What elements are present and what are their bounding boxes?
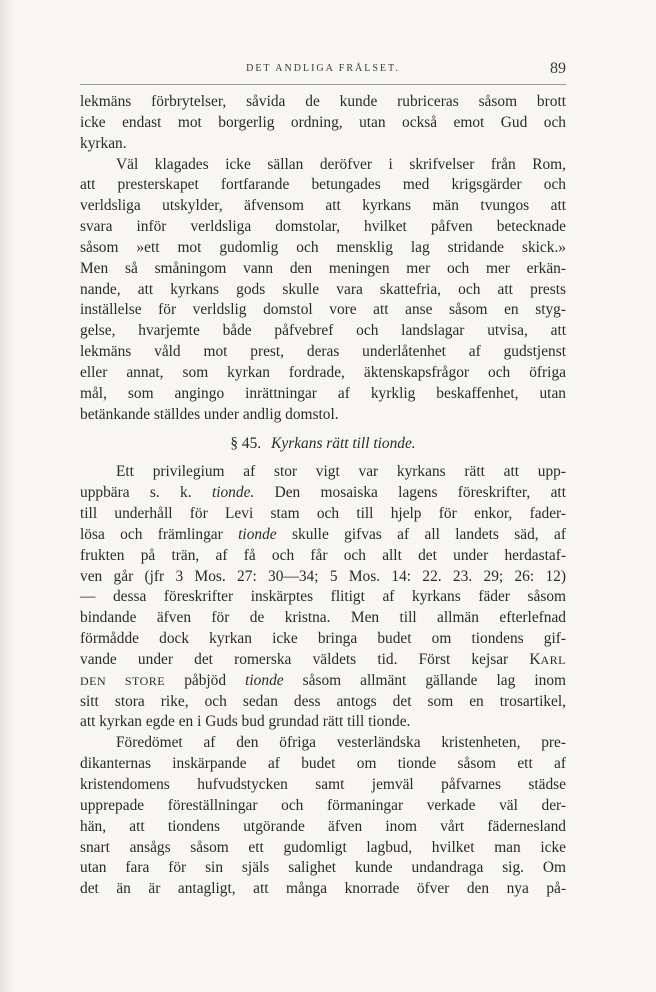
text-line: Väl klagades icke sällan deröfver i skrifvelser från Rom, <box>116 155 566 173</box>
text-line <box>80 650 566 671</box>
text-line: att presterskapet fortfarande betungades med krigsgärder och <box>80 176 566 194</box>
text-line: frukten på trän, af få och får och allt det under herdastaf- <box>80 546 566 564</box>
text-line: bindande äfven för de kristna. Men till allmän efterlefnad <box>80 609 566 627</box>
text-run: påbjöd <box>184 671 227 689</box>
text-line: Men så småningom vann den meningen mer och mer erkän- <box>80 259 566 277</box>
text-line: det än är antagligt, att många knorrade öfver den nya på- <box>80 880 566 898</box>
text-line <box>80 671 566 692</box>
header-rule <box>80 84 566 85</box>
text-line: mål, som angingo inrättningar af kyrklig beskaffenhet, utan <box>80 384 566 402</box>
text-line: Föredömet af den öfriga vesterländska kristenheten, pre- <box>116 734 566 752</box>
text-line: dikanternas inskärpande af budet om tionde såsom ett af <box>80 755 566 773</box>
running-head <box>80 60 566 82</box>
text-line <box>80 525 566 546</box>
text-line: upprepade föreställningar och förmaningar verkade väl der- <box>80 796 566 814</box>
text-line: sitt stora rike, och sedan dess antogs det som en trosartikel, <box>80 692 566 710</box>
small-caps-name: ARL <box>540 652 566 667</box>
text-line: utan fara för sin själs salighet kunde undandraga sig. Om <box>80 859 566 877</box>
running-title: DET ANDLIGA FRÅLSET. <box>246 63 400 74</box>
text-line: ven går (jfr 3 Mos. 27: 30—34; 5 Mos. 14: 22. 23. 29; 26: 12) <box>80 567 566 585</box>
text-line: verldsliga utskylder, äfvensom att kyrkans män tvungos att <box>80 197 566 215</box>
text-run: skulle gifvas af all landets säd, af <box>292 525 566 543</box>
text-run: såsom allmänt gällande lag inom <box>302 671 566 689</box>
text-line: nande, att kyrkans gods skulle vara skattefria, och att prests <box>80 280 566 298</box>
text-line: till underhåll för Levi stam och till hjelp för enkor, fader- <box>80 505 566 523</box>
text-line: såsom »ett mot gudomlig och mensklig lag stridande skick.» <box>80 238 566 256</box>
italic-term: tionde <box>245 671 284 689</box>
text-line: svara inför verldsliga domstolar, hvilket påfven betecknade <box>80 218 566 236</box>
italic-term: tionde <box>238 525 277 543</box>
section-heading <box>80 434 566 455</box>
text-run: Den mosaiska lagens föreskrifter, att <box>274 484 566 502</box>
small-caps-name: DEN STORE <box>80 673 166 688</box>
text-line: snart ansågs såsom ett gudomligt lagbud, hvilket man icke <box>80 838 566 856</box>
text-line: lekmäns våld mot prest, deras underlåtenhet af gudstjenst <box>80 343 566 361</box>
text-line: att kyrkan egde en i Guds bud grundad rätt till tionde. <box>80 713 411 731</box>
text-line: kristendomens hufvudstycken samt jemväl påfvarnes städse <box>80 776 566 793</box>
text-run: uppbära s. k. <box>80 484 192 502</box>
italic-term: tionde. <box>211 484 255 502</box>
body-text <box>80 92 566 900</box>
text-line: kyrkan. <box>80 134 127 152</box>
text-line: betänkande ställdes under andlig domstol. <box>80 405 339 423</box>
text-line: förmådde dock kyrkan icke bringa budet om tiondens gif- <box>80 630 566 648</box>
page-number: 89 <box>550 60 566 77</box>
text-line: Ett privilegium af stor vigt var kyrkans rätt att upp- <box>116 463 566 481</box>
text-line: hän, att tiondens utgörande äfven inom vårt fädernesland <box>80 817 566 835</box>
text-line <box>80 483 566 504</box>
name-initial: K <box>529 650 541 668</box>
page-gutter-shadow <box>0 0 14 992</box>
section-number: § 45. <box>230 434 262 452</box>
text-line: inställelse för verldslig domstol vore att anse såsom en styg- <box>80 301 566 319</box>
section-title: Kyrkans rätt till tionde. <box>271 434 416 452</box>
text-line: gelse, hvarjemte både påfvebref och landslagar utvisa, att <box>80 322 566 340</box>
text-line: icke endast mot borgerlig ordning, utan också emot Gud och <box>80 113 566 131</box>
text-line: lekmäns förbrytelser, såvida de kunde rubriceras såsom brott <box>80 93 566 110</box>
text-run: lösa och främlingar <box>80 525 223 543</box>
text-line: eller annat, som kyrkan fordrade, äktenskapsfrågor och öfriga <box>80 363 566 381</box>
text-line: — dessa föreskrifter inskärptes flitigt af kyrkans fäder såsom <box>80 588 566 606</box>
text-run: vande under det romerska väldets tid. Först kejsar <box>80 650 509 668</box>
